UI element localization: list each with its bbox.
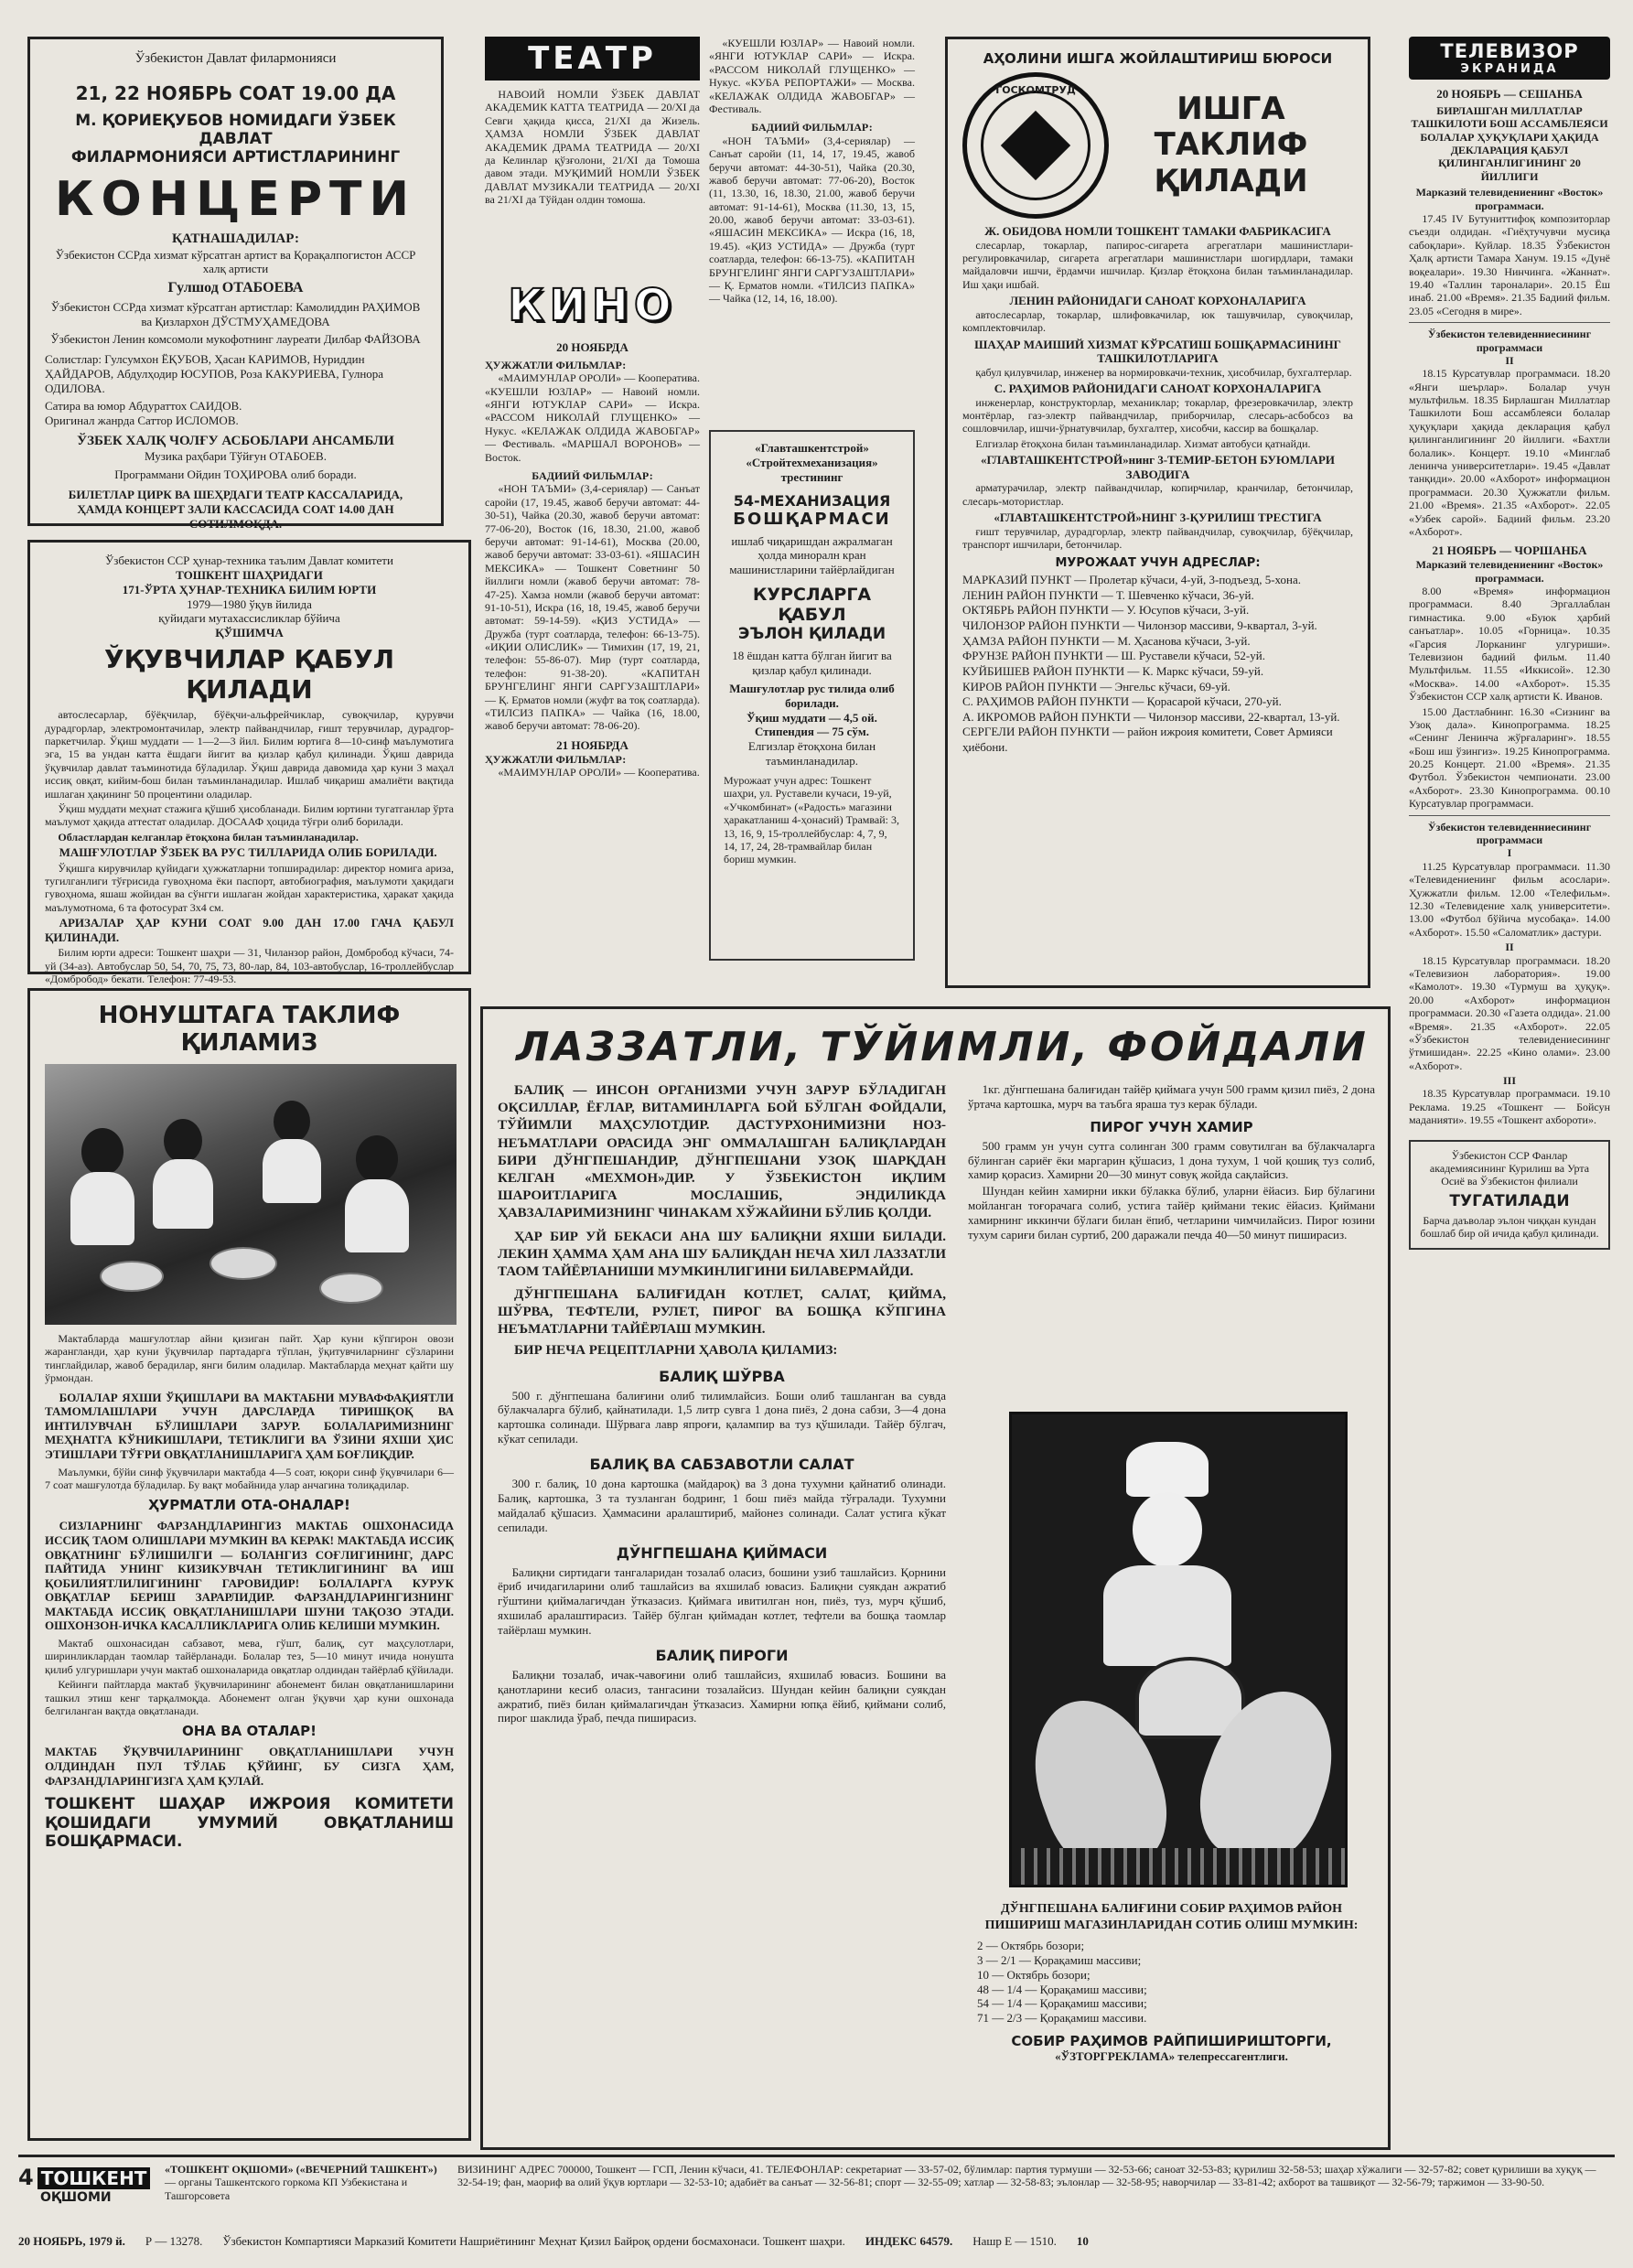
tv-s4: III [1502,1074,1516,1088]
kino-text2-wrap [485,482,700,732]
child-head-1 [81,1128,124,1176]
tv-t5: 11.25 Курсатувлар программаси. 11.30 «Телевидениенинг фильм асослари». Ҳужжатли фильм. 12.00 «Телефильм». 12.30 «Телевидение халқ университети». 13.00 «Футбол бўйича мусобақа». 14.00 «Ахборот». 15.50 «Саломатлик» дастури. [1409,859,1610,939]
jobs-t1: слесарлар, токарлар, папирос-сигарета агрегатлари машинистлари-регулировкачилар, сигарета агрегатлари машинистлари шогирдлари, тамаки майдаловчи ишчи, ёрдамчи ишчилар. Қизлар ётоқхона билан таъминланадилар. Иш ҳақи ишбай. [962,238,1353,291]
mech-org: «Главташкентстрой» «Стройтехмеханизация» трестининг [746,441,878,484]
school-head6: ҚЎШИМЧА [215,626,284,640]
tv-logo2: ЭКРАНИДА [1460,62,1559,76]
child-body-1 [70,1172,134,1245]
jobs-a10: А. ИКРОМОВ РАЙОН ПУНКТИ — Чилонзор массиви, 22-квартал, 13-уй. [962,709,1340,724]
jobs-f7: «ГЛАВТАШКЕНТСТРОЙ»НИНГ 3-ҚУРИЛИШ ТРЕСТИГА [994,511,1322,525]
concert-p5: Сатира ва юмор Абдураттох САИДОВ. [45,399,242,414]
tv-t2: 18.15 Курсатувлар программаси. 18.20 «Янги шеърлар». Болалар учун мультфильм. 18.35 Бирлашган Миллатлар Ташкилоти Бош ассамблеяси болалар ҳуқуқлари ҳақида декларация қабул қилинганлигининг 20 йиллиги. «Бахтли болалик». Концерт. 19.10 «Минглаб ленинча университетлари». 19.45 «Давлат танқиди». 20.00 «Ахборот» информацион программаси. 20.30 Ҳужжатли фильм. 21.00 «Время». 21.35 «Ахборот». 22.05 «Узбек сарой». Бадиий фильм. 23.20 «Ахборот». [1409,367,1610,538]
fish-r2: 300 г. балиқ, 10 дона картошка (майдароқ) ва 3 дона тухумни қайнатиб олинади. Балиқ, картошка, 3 та тузланган бодринг, 1 бош пиёз майда тўғралади. Тухумни майдалаб қўшасиз. Ҳаммасини аралаштириб, майонез солинади. Салат устига кўкат сепилади. [498,1477,946,1534]
concert-p10: БИЛЕТЛАР ЦИРК ВА ШЕҲРДАГИ ТЕАТР КАССАЛАРИДА, ҲАМДА КОНЦЕРТ ЗАЛИ КАССАСИДА СОАТ 14.00 ДАН СОТИЛМОҚДА. [68,487,403,531]
jobs-t2: автослесарлар, токарлар, шлифовкачилар, юк ташувчилар, сувоқчилар, комплектовчилар. [962,307,1353,335]
footer-r: Р — 13278. [145,2234,203,2248]
tv-t5-wrap [1409,860,1610,939]
tv-d1: 20 НОЯБРЬ — СЕШАНБА [1436,87,1583,101]
kino-text2: «НОН ТАЪМИ» (3,4-сериялар) — Санъат саройи (17, 19.45, жавоб беручи автомат: 44-30-51), Чайка (20.30, жавоб беручи автомат: 77-06-20), Восток (16, 18.30, 21.00, жавоб беручи автомат: 91-14-61), Москва (20.00, жавоб беручи автомат: 33-03-61). «ЯШАСИН МЕКСИКА» — Тошкент Советнинг 50 йиллиги номли (жавоб беручи автомат: 78-47-25). Хамза номли (жавоб беручи автомат: 91-10-51), Искра (16, 18, 19.45, жавоб беручи автомат: 59-14-59). «ҚИЗ УСТИДА» — Дружба (турт соатларда, телефон: 66-13-75). «ИҚИИ ОЛИСЛИК» — Тимихин (17, 19, 21, телефон: 55-86-07). Мир (турт соатларда, телефон: 91-38-20). «КАПИТАН БРУНГЕЛИНГ ЯНГИ САРГУЗАШТЛАРИ» — Қ. Ерматов номли (жуфт ва тоқ соатларда). «ТИЛСИЗ ПАПКА» — Чайка (16, 18.00, жавоб беручи автомат: 78-06-20). [485,482,700,733]
fish-p2: ҲАР БИР УЙ БЕКАСИ АНА ШУ БАЛИҚНИ ЯХШИ БИЛАДИ. ЛЕКИН ҲАММА ҲАМ АНА ШУ БАЛИҚДАН НЕЧА ХИЛ ЛАЗЗАТЛИ ТАОМ ТАЙЁРЛАНИШИ МУМКИНЛИГИНИ БИЛАВЕРМАЙДИ. [498,1229,946,1279]
kino2-text: «КУЕШЛИ ЮЗЛАР» — Навоий номли. «ЯНГИ ЮТУКЛАР САРИ» — Искра. «РАССОМ НИКОЛАЙ ГЛУЩЕНКО» — Нукус. «КУБА РЕПОРТАЖИ» — Москва. «КЕЛАЖАК ОЛДИДА ЖАВОБГАР» — Фестиваль. [709,37,915,115]
mech-text5: Стипендия — 75 сўм. [754,725,870,739]
tv-program [1409,37,1610,2141]
breakfast-p6: Кейинги пайтларда мактаб ўқувчиларининг абонемент билан овқатланишларини ташкил этиш кенг тарқалмоқда. Абонемент олган ўқувчи ҳар куни ошхонада белгиланган вақтда овқатланади. [45,1678,454,1718]
concert-sub2: ФИЛАРМОНИЯСИ АРТИСТЛАРИНИНГ [70,147,401,167]
jobs-head: АҲОЛИНИ ИШГА ЖОЙЛАШТИРИШ БЮРОСИ [983,50,1333,67]
tv-divider [1409,322,1610,323]
fish-sign1: СОБИР РАҲИМОВ РАЙПИШИРИШТОРГИ, [1011,2033,1332,2050]
footer-date: 20 НОЯБРЬ, 1979 й. [18,2234,125,2248]
kino2-text2: «НОН ТАЪМИ» (3,4-сериялар) — Санъат саройи (11, 14, 17, 19.45, жавоб беручи автомат: 44-30-51), Чайка (20.30, жавоб беручи автомат: 77-06-20), Восток (11, 13.30, 16, 18.30, 21.00, жавоб беручи автомат: 91-14-61), Москва (11.30, 13, 15, 20.00, жавоб беручи автомат: 33-03-61). «ЯШАСИН МЕКСИКА» — Искра (16, 18, 19.45). «ҚИЗ УСТИДА» — Дружба (турт соатларда, телефон: 66-13-75). «КАПИТАН БРУНГЕЛИНГ ЯНГИ САРГУЗАШТЛАРИ» — Қ. Ерматов номли. «ТИЛСИЗ ПАПКА» — Чайка (12, 14, 16, 18.00). [709,134,915,306]
concert-p4: Солистлар: Гулсумхон ЁҚУБОВ, Ҳасан КАРИМОВ, Нуриддин ҲАЙДАРОВ, Абдулҳодир ЮСУПОВ, Роза КАКУРИЕВА, Гулнора ОДИЛОВА. [45,351,384,395]
footer-paper2: — органы Ташкентского горкома КП Узбекистана и Ташгорсовета [165,2176,408,2202]
breakfast-p1: Мактабларда машғулотлар айни қизиган пайт. Ҳар куни кўпгирон овози жарангланди, ҳар куни ўқувчилар партадарга тўплан, ўқитувчиларнинг сўзларини тинглайдилар, жавоб берадилар, янги билим оладилар. Мактабларда меҳнат қайти шу ўрмондан. [45,1332,454,1385]
school-head5: қуйидаги мутахассисликлар бўйича [158,611,340,626]
tv-t6: 18.15 Курсатувлар программаси. 18.20 «Телевизион лаборатория». 19.00 «Камолот». 19.30 «Турмуш ва ҳуқуқ». 20.00 «Ахборот» информацион программаси. 20.30 «Газета олдида». 21.00 «Время». 21.35 «Ахборот». 22.05 «Ўзбекистон телевидениесининг ўтмишидан». 22.25 «Кино олами». 23.00 «Ахборот». [1409,953,1610,1072]
kino-section2: БАДИИЙ ФИЛЬМЛАР: [532,468,653,482]
fish-note1: ДЎНГПЕШАНА БАЛИҒИНИ СОБИР РАҲИМОВ РАЙОН ПИШИРИШ МАГАЗИНЛАРИДАН СОТИБ ОЛИШ МУМКИН: [984,1902,1359,1932]
jobs-f4: С. РАҲИМОВ РАЙОНИДАГИ САНОАТ КОРХОНАЛАРИГА [994,382,1322,396]
kino-date2: 21 НОЯБРДА [556,737,628,752]
kino2-text-wrap [709,37,915,115]
footer-page: 10 [1076,2234,1089,2248]
fish-h4: БАЛИҚ ПИРОГИ [655,1646,789,1664]
school-head3: 171-ЎРТА ҲУНАР-ТЕХНИКА БИЛИМ ЮРТИ [122,582,377,597]
plate-3 [319,1273,383,1304]
mech-title4: ҚАБУЛ [778,605,846,626]
mech-text6: Елгизлар ётоқхона билан таъминланадилар. [747,739,876,769]
footer-logo2: ОҚШОМИ [40,2190,112,2205]
fish-h5: ПИРОГ УЧУН ХАМИР [1090,1118,1253,1135]
concert-p2: Ўзбекистон ССРда хизмат кўрсатган артистлар: Камолиддин РАҲИМОВ ва Қизлархон ДЎСТМУҲАМЕДОВА [50,300,421,329]
mech-title2: БОШҚАРМАСИ [733,509,891,529]
kino-section3: ҲУЖЖАТЛИ ФИЛЬМЛАР: [485,752,627,766]
jobs-a11: СЕРГЕЛИ РАЙОН ПУНКТИ — район ижроия комитети, Совет Армияси ҳиёбони. [962,725,1333,755]
jobs-t6: арматурачилар, электр пайвандчилар, копирчилар, кранчилар, бетончилар, слесарь-мотористлар. [962,481,1353,508]
jobs-t3: қабул қилувчилар, инженер ва нормировкачи-техник, ҳисобчилар, бухгалтерлар. [975,365,1352,379]
school-text4: МАШҒУЛОТЛАР ЎЗБЕК ВА РУС ТИЛЛАРИДА ОЛИБ БОРИЛАДИ. [59,845,437,860]
tv-t3: 8.00 «Время» информацион программаси. 8.40 Эргаллаблан гимнастика. 9.00 «Буюк ҳарбий санъатлар». 10.05 «Горница». 10.35 «Гарсия Лорканинг улгуриши». Телевизион бадиий фильм. 11.40 Мультфильм. 11.55 «Иккисой». 12.30 «Москва». 14.00 «Ахборот». 15.35 Ўзбекистон ССР халқ артисти К. Иванов. [1409,585,1610,704]
tv-t4: 15.00 Дастлабнинг. 16.30 «Сизнинг ва Узоқ дала». Кинопрограмма. 18.25 «Сенинг Ленинча жўрғаларинг». 18.55 «Бош иш ўзингиз». 19.25 Кинопрограмма. 20.25 Концерт. 21.00 «Время». 21.35 Футбол. Ўзбекистон чемпионати. 23.00 «Ахборот». 23.30 Кинопрограмма. 00.10 Курсатувлар программаси. [1409,704,1610,811]
school-text: автослесарлар, бўёқчилар, бўёқчи-альфрейчиклар, сувоқчилар, қурувчи дурадгорлар, электромонтачилар, электр пайвандчилар, ғишт терувчилар, дурадгор-паркетчилар. Ўқиш муддати — 1—2—3 йил. Билим юртига 8—10-синф маълумотига эга, 15 ва ундан катта ёшдаги йигит ва қизлар қабул қилинади. Ўқиш даврида ўқувчилар давлат таъминотида бўладилар. Ўқиш даврида давомида ҳар куни 3 маҳал иссиқ овқат, кийим-бош билан таъминланадилар. Ишлаб чиқариш амалиёти вақтида ишлаган ҳақининг 50 процентини оладилар. [45,708,454,801]
concert-p1-name: Гулшод ОТАБОЕВА [167,280,304,296]
footer-page-left: 4 [18,2165,34,2190]
child-body-2 [153,1159,213,1229]
concert-p1: Ўзбекистон ССРда хизмат кўрсатган артист ва Қорақалпогистон АССР халқ артисти [55,247,416,276]
fish-r4: Балиқни тозалаб, ичак-чавоғини олиб ташлайсиз, яхшилаб ювасиз. Бошини ва қанотларини кесиб оласиз, тангасини тозалайсиз. Шундан кейин балиқни суякдан ажратиб, пиёз билан қиймалагичдан ўтказасиз. Хамирни юпқа ёйиб, қиймани солиб, пирог шаклида ўраб, печда пиширасиз. [498,1667,946,1725]
school-head1: Ўзбекистон ССР ҳунар-техника таълим Давлат комитети [105,554,393,567]
breakfast-p5: Мактаб ошхонасидан сабзавот, мева, гўшт, балиқ, сут маҳсулотлари, ширинликлардан таомлар тайёрланади. Болалар тез, 5—10 минут ичида нонушта қилиб улгуришлари учун мактаб ошхоналарида овқатлар олдиндан тайёрлаб қўйилади. [45,1637,454,1676]
kino-section [485,274,700,993]
school-text2: Ўқиш муддати меҳнат стажига қўшиб ҳисобланади. Билим юртини тугатганлар ўрта маълумот ҳақида аттестат оладилар. ДОСААФ ҳоцида тўғри олиб борилади. [45,801,454,829]
mech-title5: ЭЪЛОН ҚИЛАДИ [737,625,886,644]
breakfast-p7: МАКТАБ ЎҚУВЧИЛАРИНИНГ ОВҚАТЛАНИШЛАРИ УЧУН ОЛДИНДАН ПУЛ ТЎЛАБ ҚЎЙИНГ, БУ СИЗГА ҲАМ, ФАРЗАНДЛАРИНГИЗГА ҲАМ ҚУЛАЙ. [45,1745,454,1788]
fish-list-item: 2 — Октябрь бозори; [977,1939,1085,1952]
breakfast-p4: СИЗЛАРНИНГ ФАРЗАНДЛАРИНГИЗ МАКТАБ ОШХОНАСИДА ИССИҚ ТАОМ ОЛИШЛАРИ МУМКИН ВА КЕРАК! МАКТАБДА ИССИҚ ОВҚАТНИНГ БЎЛИШИЛГИ — БОЛАНГИЗ СОҒЛИГИНИНГ, ДАРС ПАЙТИДА УНИНГ КИЗИКУВЧАН ТЕТИКЛИГИНИНГ ВА ИШ ҚОБИЛИЯТЛИЛИГИНИНГ ГАРОВИДИР! БОЛАЛАРГА КУРУК ОВҚАТЛАР БЕРИШ ЗАРАРЛИДИР. ФАРЗАНДЛАРИНГИЗНИНГ МАКТАБДА ИССИҚ ОВҚАТЛАНИШЛАРИ ШУНИ ТАҚОЗО ЭТАДИ. ОШХОНЗОН-ИЧКА КАСАЛЛИКЛАРИГА ОЛИБ КЕЛИШИ МУМКИН. [45,1519,454,1633]
kino-date: 20 НОЯБРДА [556,340,628,354]
breakfast-p3: Маълумки, бўйи синф ўқувчилари мактабда 4—5 соат, юқори синф ўқувчилари 6—7 соат машғулотда бўладилар. Бу вақт мобайнида улар анчагина толиқадилар. [45,1465,454,1491]
jobs-a2: ЛЕНИН РАЙОН ПУНКТИ — Т. Шевченко кўчаси, 36-уй. [962,587,1254,602]
school-head2: ТОШКЕНТ ШАҲРИДАГИ [176,567,323,582]
jobs-a3: ОКТЯБРЬ РАЙОН ПУНКТИ — У. Юсупов кўчаси, 3-уй. [962,603,1250,618]
tv-s2: I [1507,846,1512,860]
school-text7: Билим юрти адреси: Тошкент шаҳри — 31, Чиланзор район, Домбробод кўчаси, 74-уй (34-аз). Автобуслар 50, 54, 70, 75, 73, 80-лар, 84, 103-автобуслар, 16-троллейбуслар «Домбробод» бекати. Телефон: 77-49-53. [45,946,454,986]
kino-section1: ҲУЖЖАТЛИ ФИЛЬМЛАР: [485,358,627,371]
jobs-a6: ФРУНЗЕ РАЙОН ПУНКТИ — Ш. Руставели кўчаси, 52-уй. [962,649,1265,663]
jobs-t4: инженерлар, конструкторлар, механиклар; токарлар, фрезеровкачилар, электр монтёрлар, газ-электр пайвандчилар, приборчилар, слесарь-асбобсоз ва сошловчилар, ишчи-ўрнатувчилар, бухгалтер, хисобчи, кассир ва бошқалар. [962,395,1353,435]
jobs-f2: ЛЕНИН РАЙОНИДАГИ САНОАТ КОРХОНАЛАРИГА [1009,294,1306,308]
tv-t3-wrap [1409,585,1610,811]
child-head-2 [164,1119,202,1163]
kino-text3: «МАИМУНЛАР ОРОЛИ» — Кооператива. [498,766,700,779]
jobs-a8: КИРОВ РАЙОН ПУНКТИ — Энгельс кўчаси, 69-уй. [962,679,1230,693]
tv-c2: Ўзбекистон телевиденниесининг программаси [1427,328,1592,354]
concert-p9: Программани Ойдин ТОҲИРОВА олиб боради. [114,467,357,481]
fish-r5: 500 грамм ун учун сутга солинган 300 грамм совутилган ва бўлакчаларга бўлинган сариёғ ёки маргарин қўшасиз, 1 дона тухум, 1 чой қошиқ туз солиб, хамир қорасиз. Хамирни 20—30 минут совуқ жойда сақлайсиз. [968,1138,1375,1182]
concert-p8: Музика раҳбари Тўйғун ОТАБОЕВ. [145,449,327,464]
concert-sub1: М. ҚОРИЕҚУБОВ НОМИДАГИ ЎЗБЕК ДАВЛАТ [75,111,396,148]
footer-logo1: ТОШКЕНТ [38,2167,151,2189]
children-eating-photo [45,1064,457,1325]
kino-text1: «МАИМУНЛАР ОРОЛИ» — Кооператива. «КУЕШЛИ ЮЗЛАР» — Навоий номли. «ЯНГИ ЮТУКЛАР САРИ» — Искра. «РАССОМ НИКОЛАЙ ГЛУЩЕНКО» — Нукус. «КЕЛАЖАК ОЛДИДА ЖАВОБГАР» — Фестиваль. «МАРШАЛ ВОРОНОВ» — Восток. [485,371,700,464]
fish-h2: БАЛИҚ ВА САБЗАВОТЛИ САЛАТ [589,1456,854,1474]
fish-shops [968,1901,1375,2139]
fish-list-item: 10 — Октябрь бозори; [977,1967,1090,1982]
jobs-f3: ШАҲАР МАИШИЙ ХИЗМАТ КЎРСАТИШ БОШҚАРМАСИНИНГ ТАШКИЛОТЛАРИГА [974,337,1341,366]
kino-text3-wrap [485,766,700,779]
fish-r6: Шундан кейин хамирни икки бўлакка бўлиб, уларни ёйасиз. Бир бўлагини мойланган тоғорачага солиб, устига тайёр қиймани текис ёйасиз. Қиймани хамирнинг иккинчи бўлаги билан ёпиб, четларини чимчилайсиз. Пирог юзини тухум сариғи билан суртиб, 200 даражали печда 40—50 минут пиширасиз. [968,1184,1375,1241]
fish-r1: 500 г. дўнгпешана балиғини олиб тилимлайсиз. Боши олиб ташланган ва сувда бўлакчаларга бўлиб, қайнатилади. 1,5 литр сувга 1 дона пиёз, 2 дона сабзи, 3—4 дона картошка солинади. Шўрвага лавр япроғи, қалампир ва туз қўшилади. Тайёр бўлгач, кўкат сепилади. [498,1388,946,1446]
tv-d2: 21 НОЯБРЬ — ЧОРШАНБА [1432,543,1587,558]
tv-c4: Ўзбекистон телевиденниесининг программаси [1427,820,1592,847]
academy-notice [1409,1140,1610,1250]
kino2-section: БАДИИЙ ФИЛЬМЛАР: [751,121,873,134]
tv-ac2: ТУГАТИЛАДИ [1449,1191,1570,1210]
school-title: ЎҚУВЧИЛАР ҚАБУЛ ҚИЛАДИ [103,644,395,705]
fish-list-item: 3 — 2/1 — Қорақамиш массиви; [977,1952,1142,1967]
fish-list-item: 48 — 1/4 — Қорақамиш массиви; [977,1982,1147,1996]
jobs-addr-list [962,573,1353,756]
tv-t1: 17.45 IV Бутуниттифоқ композиторлар съезди олдидан. «Гиёҳтучувчи мусиқа сабоқлари». Куйлар. 18.35 Ўзбекистон Ҳалқ артисти Тамара Ханум. 19.15 «Дунё воқеалари». 19.30 Нинчинга. «Жаннат». 19.40 «Таллин тароналари». 20.15 Ёш инаб. 21.00 «Время». 21.35 Бадиий фильм. 23.05 «Сегодня в мире». [1409,211,1610,317]
plate-1 [100,1261,164,1292]
school-head4: 1979—1980 ўқув йилида [187,597,312,611]
child-head-4 [356,1135,398,1183]
breakfast-title: НОНУШТАГА ТАКЛИФ ҚИЛАМИЗ [98,1002,401,1057]
concert-p3: Ўзбекистон Ленин комсомоли мукофотнинг лауреати Дилбар ФАЙЗОВА [50,331,421,346]
tv-t7: 18.35 Курсатувлар программаси. 19.10 Реклама. 19.25 «Тошкент — Бойсун маданияти». 19.55 «Тошкент ахбороти». [1409,1087,1610,1127]
fish-p4: БИР НЕЧА РЕЦЕПТЛАРНИ ҲАВОЛА ҚИЛАМИЗ: [514,1342,838,1358]
jobs-body [962,224,1353,756]
fish-article [480,1006,1391,2150]
footer-edit: ВИЗИНИНГ АДРЕС 700000, Тошкент — ГСП, Ленин кўчаси, 41. ТЕЛЕФОНЛАР: секретариат — 33-57-02, бўлимлар: партия турмуши — 32-53-66; саноат 32-53-83; қурилиш 32-58-53; шаҳар хўжалиги — 32-57-82; совет қурилиши ва хуқуқ — 32-54-19; фан, маориф ва олий ўқув юртлари — 32-53-10; адабиёт ва санъат — 32-56-81; спорт — 32-55-09; хатлар — 32-58-83; эълонлар — 32-58-95; наворчилар — 33-81-42; ахборот ва ташвиқот — 32-56-79; таржимон — 33-90-50. [457,2163,1596,2189]
jobs-header-row [962,72,1353,219]
school-text3: Областлардан келганлар ётоқхона билан таъминланадилар. [58,830,359,844]
school-admission-ad [27,540,471,986]
concert-p6: Оригинал жанрда Саттор ИСЛОМОВ. [45,414,239,428]
concert-ad [27,37,444,531]
concert-title: КОНЦЕРТИ [54,171,417,227]
footer-paper1: «ТОШКЕНТ ОҚШОМИ» («ВЕЧЕРНИЙ ТАШКЕНТ») [165,2163,437,2176]
tv-h1: БИРЛАШГАН МИЛЛАТЛАР ТАШКИЛОТИ БОШ АССАМБЛЕЯСИ БОЛАЛАР ҲУҚУҚЛАРИ ҲАҚИДА ДЕКЛАРАЦИЯ ҚАБУЛ ҚИЛИНГАНЛИГИНИНГ 20 ЙИЛЛИГИ [1411,103,1608,183]
logo-text: ГОСКОМТРУД [995,84,1076,96]
tv-logo1: ТЕЛЕВИЗОР [1440,40,1579,62]
wave-pattern-icon [1012,1848,1345,1885]
tv-logo [1409,37,1610,80]
tv-t1-wrap [1409,212,1610,317]
jobs-f6: «ГЛАВТАШКЕНТСТРОЙ»нинг 3-ТЕМИР-БЕТОН БУЮМЛАРИ ЗАВОДИГА [981,453,1335,481]
tv-c1: Марказий телевидениенинг «Восток» программаси. [1415,186,1604,212]
mech-text3: Машғулотлар рус тилида олиб борилади. [729,681,895,710]
tv-s1: II [1505,353,1514,367]
mech-text1: ишлаб чиқаришдан ажралмаган ҳолда миноралн кран машинистларини тайёрлайдиган [729,533,895,577]
jobs-bureau-ad [945,37,1370,988]
kino-text1-wrap [485,371,700,464]
cook-hat-icon [1126,1442,1209,1497]
plate-2 [209,1247,277,1280]
concert-p7: ЎЗБЕК ХАЛҚ ЧОЛҒУ АСБОБЛАРИ АНСАМБЛИ [77,434,394,449]
jobs-a1: МАРКАЗИЙ ПУНКТ — Пролетар кўчаси, 4-уй, 3-подъезд, 5-хона. [962,573,1302,587]
fish-r3: Балиқни сиртидаги тангаларидан тозалаб оласиз, бошини узиб ташлайсиз. Қорнини ёриб ичидагиларини олиб ташлайсиз ва яхшилаб ювасиз. Балиқни суякдан ажратиб гўштини қиймалагичдан ўтказасиз. Қиймага ивитилган нон, пиёз, туз, мурч қўшиб, яхшилаб аралаштирасиз. Тайёр бўлган қиймадан котлет, тефтели ва бошқа таомлар тайёрлаш мумкин. [498,1564,946,1637]
goskomtrud-logo [962,72,1109,219]
child-body-4 [345,1179,409,1252]
child-head-3 [274,1101,310,1143]
fish-list-item: 71 — 2/3 — Қорақамиш массиви. [977,2011,1147,2026]
tv-t6-wrap [1409,954,1610,1073]
fish-list-item: 54 — 1/4 — Қорақамиш массиви; [977,1996,1147,2011]
breakfast-article [27,988,471,2141]
fish-c2p1: 1кг. дўнгпешана балиғидан тайёр қиймага учун 500 грамм қизил пиёз, 2 дона ўртача картошка, мурч ва таъбга яраша туз керак бўлади. [968,1082,1375,1111]
tv-s3: II [1505,941,1514,954]
mechanization-ad [709,430,915,961]
mech-title3: КУРСЛАРГА [752,585,872,606]
jobs-title [1109,91,1353,199]
mech-text2: 18 ёшдан катта бўлган йигит ва қизлар қабул қилинади. [732,649,892,678]
theatre-paragraph: НАВОИЙ НОМЛИ ЎЗБЕК ДАВЛАТ АКАДЕМИК КАТТА ТЕАТРИДА — 20/XI да Севги ҳақида қисса, 21/XI да Жизель. ҲАМЗА НОМЛИ ЎЗБЕК ДАВЛАТ АКАДЕМИК ДРАМА ТЕАТРИДА — 20/XI да Келинлар қўзғолони, 21/XI да Томоша давом этади. МУҚИМИЙ НОМЛИ ЎЗБЕК ДАВЛАТ МУЗИКАЛИ ТЕАТРИДА — 20/XI ва 21/XI да Тўйдан олдин томоша. [485,88,700,207]
footer-index: ИНДЕКС 64579. [865,2234,953,2248]
breakfast-p8: ТОШКЕНТ ШАҲАР ИЖРОИЯ КОМИТЕТИ ҚОШИДАГИ УМУМИЙ ОВҚАТЛАНИШ БОШҚАРМАСИ. [45,1795,454,1851]
theatre-title: ТЕАТР [485,37,700,81]
theatre-section [485,37,700,284]
concert-org: Ўзбекистон Давлат филармонияси [134,51,337,66]
mech-text7: Мурожаат учун адрес: Тошкент шаҳри, ул. Руставели кучаси, 19-уй, «Учкомбинат» («Радость» магазини ҳаракатланиш 4-ҳонасий) Трамвай: 3, 13, 16, 9, 15-троллейбуслар: 4, 7, 9, 14, 17, 24, 28-трамвайлар билан бориш мумкин. [724,774,899,866]
breakfast-h1: ҲУРМАТЛИ ОТА-ОНАЛАР! [148,1497,350,1514]
cook-face-icon [1133,1492,1202,1567]
jobs-f1: Ж. ОБИДОВА НОМЛИ ТОШКЕНТ ТАМАКИ ФАБРИКАСИГА [984,224,1331,238]
concert-participants: ҚАТНАШАДИЛАР: [172,231,299,246]
mech-title1: 54-МЕХАНИЗАЦИЯ [733,491,891,510]
child-body-3 [263,1139,321,1203]
fish-h3: ДЎНГПЕШАНА ҚИЙМАСИ [616,1543,828,1562]
fish-h1: БАЛИҚ ШЎРВА [659,1367,785,1385]
breakfast-p2: БОЛАЛАР ЯХШИ ЎҚИШЛАРИ ВА МАКТАБНИ МУВАФФАҚИЯТЛИ ТАМОМЛАШЛАРИ УЧУН ДАРСЛАРДА ТИРИШҚОҚ ВА ИНТИЛУВЧАН БЎЛИШЛАРИ ЗАРУР. БОЛАЛАРИМИЗНИНГ МЕҲНАТГА КЎНИКИШЛАРИ, ТЕТИКЛИГИ ВА ЎЗИНИ ЯХШИ ҲИС ЭТИШЛАРИ ТЎҒРИ ОВҚАТЛАНИШЛАРИГА ҲАМ БОҒЛИҚДИР. [45,1390,454,1461]
jobs-t7: ғишт терувчилар, дурадгорлар, электр пайвандчилар, сувоқчилар, бўёқчилар, транспорт ишчилари, бетончилар. [962,524,1353,552]
tv-divider-2 [1409,815,1610,816]
cook-with-fish-illustration [1009,1412,1348,1887]
jobs-addr: МУРОЖААТ УЧУН АДРЕСЛАР: [1055,555,1261,570]
jobs-a5: ҲАМЗА РАЙОН ПУНКТИ — М. Ҳасанова кўчаси, 3-уй. [962,633,1251,648]
tv-ac1: Ўзбекистон ССР Фанлар академиясининг Курилиш ва Урта Осиё ва Ўзбекистон филиали [1429,1148,1590,1188]
jobs-title3: ҚИЛАДИ [1154,162,1308,199]
footer-publisher: Ўзбекистон Компартияси Марказий Комитети Нашриётининг Меҳнат Қизил Байроқ ордени босмахонаси. Тошкент шаҳри. [222,2234,845,2248]
tv-t7-wrap [1409,1087,1610,1126]
jobs-a4: ЧИЛОНЗОР РАЙОН ПУНКТИ — Чилонзор массиви, 9-квартал, 3-уй. [962,618,1317,633]
school-text-wrap [45,708,454,985]
fish-list [977,1939,1375,2026]
breakfast-h2: ОНА ВА ОТАЛАР! [182,1723,317,1740]
fish-sign2: «ЎЗТОРГРЕКЛАМА» телепрессагентлиги. [1055,2049,1288,2064]
school-text5: Ўқишга кирувчилар қуйидаги ҳужжатларни топширадилар: директор номига ариза, тугилганлиги тўғрисида гувоҳнома ёки паспорт, автобиография, маълумоти ҳақидаги гувоҳнома, яшаш жойидан ва сўнгги ишлаган жойдан характеристика, ҳаракат ҳақида маълумотнома, 6 та фотосурат 3х4 см. [45,861,454,914]
fish-intro: БАЛИҚ — ИНСОН ОРГАНИЗМИ УЧУН ЗАРУР БЎЛАДИГАН ОҚСИЛЛАР, ЁҒЛАР, ВИТАМИНЛАРГА БОЙ БЎЛГАН ФОЙДАЛИ, ТЎЙИМЛИ МАҲСУЛОТДИР. ДАСТУРХОНИМИЗНИ НОЗ-НЕЪМАТЛАРИ ОРАСИДА ЭНГ ОММАЛАШГАН БАЛИҚЛАРДАН БИРИ ДЎНГПЕШАНДИР, ДЎНГПЕШАНИ УЗОҚ ШАРҚДАН КЕЛГАН «МЕХМОН»ДИР. У ЎЗБЕКИСТОН ИҚЛИМ ШАРОИТЛАРИГА МОСЛАШИБ, ЭНДИЛИКДА ҲАВЗАЛАРИМИЗНИНГ ЧИНАКАМ ХЎЖАЙИНИ БЎЛИБ ҚОЛДИ. [498,1083,946,1221]
footer-bottom-row [18,2234,1615,2249]
jobs-a7: КУЙБИШЕВ РАЙОН ПУНКТИ — К. Маркс кўчаси, 59-уй. [962,663,1264,678]
school-text6: АРИЗАЛАР ҲАР КУНИ СОАТ 9.00 ДАН 17.00 ГАЧА ҚАБУЛ ҚИЛИНАДИ. [45,916,454,944]
fish-p3: ДЎНГПЕШАНА БАЛИҒИДАН КОТЛЕТ, САЛАТ, ҚИЙМА, ШЎРВА, ТЕФТЕЛИ, РУЛЕТ, ПИРОГ ВА БОШҚА КЎПГИНА НЕЪМАТЛАРНИ ТАЙЁРЛАШ МУМКИН. [498,1287,946,1338]
tv-c3: Марказий телевидениенинг «Восток» программаси. [1415,558,1604,585]
tv-t2-wrap [1409,367,1610,538]
jobs-title1: ИШГА [1176,91,1285,128]
breakfast-body [45,1332,454,1851]
kino-continued [709,37,915,430]
fish-title: ЛАЗЗАТЛИ, ТЎЙИМЛИ, ФОЙДАЛИ [516,1024,1369,1070]
concert-date: 21, 22 НОЯБРЬ СОАТ 19.00 ДА [75,81,396,104]
theatre-text [485,88,700,207]
kino-title: КИНО [508,280,677,331]
footer [18,2155,1615,2260]
footer-logo [18,2165,156,2205]
tv-ac3: Барча даъволар эълон чиққан кундан бошлаб бир ой ичида қабул қилинади. [1420,1213,1599,1241]
jobs-f5: Елгизлар ётоқхона билан таъминланадилар. Хизмат автобуси қатнайди. [975,436,1311,450]
kino2-text2-wrap [709,134,915,306]
mech-text4: Ўқиш муддати — 4,5 ой. [747,710,877,725]
cook-body-icon [1103,1565,1231,1666]
footer-paper [165,2163,448,2202]
jobs-a9: С. РАҲИМОВ РАЙОН ПУНКТИ — Қорасарой кўчаси, 270-уй. [962,694,1282,709]
jobs-title2: ТАКЛИФ [1154,126,1308,164]
footer-order: Нашр Е — 1510. [972,2234,1057,2248]
fish-col1 [498,1082,946,2136]
